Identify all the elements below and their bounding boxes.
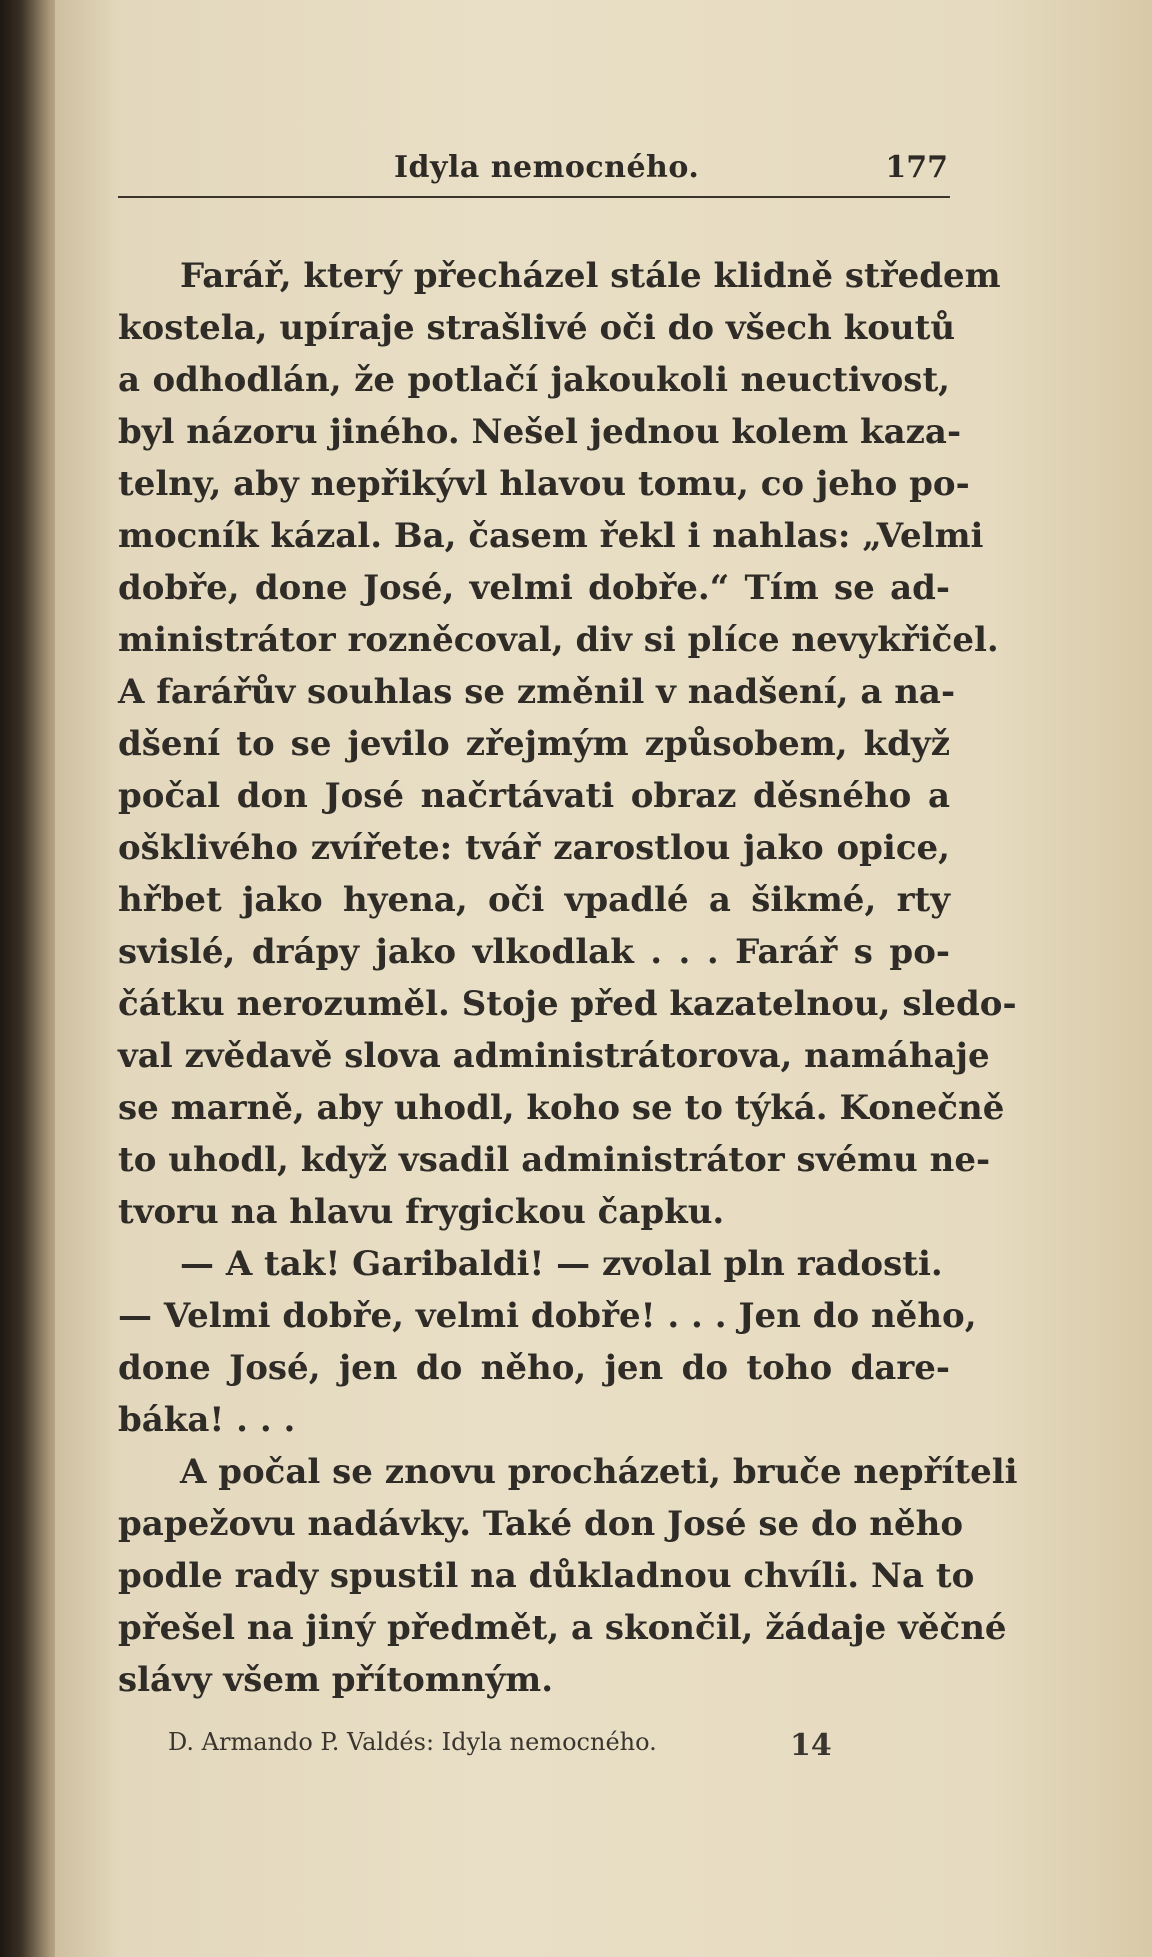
- text-line: val zvědavě slova administrátorova, namáhaje: [118, 1036, 990, 1076]
- text-line: done José, jen do něho, jen do toho dare-: [118, 1348, 950, 1388]
- text-line: svislé, drápy jako vlkodlak . . . Farář s po-: [118, 932, 950, 972]
- text-line: přešel na jiný předmět, a skončil, žádaje věčné: [118, 1608, 1007, 1648]
- text-line: báka! . . .: [118, 1400, 296, 1440]
- text-line: A počal se znovu procházeti, bruče nepříteli: [180, 1452, 1018, 1492]
- printer-signature: D. Armando P. Valdés: Idyla nemocného.: [168, 1728, 657, 1756]
- text-line: telny, aby nepřikývl hlavou tomu, co jeho po-: [118, 464, 970, 504]
- text-line: podle rady spustil na důkladnou chvíli. Na to: [118, 1556, 975, 1596]
- paragraph: [118, 1446, 1018, 1706]
- text-line: ošklivého zvířete: tvář zarostlou jako opice,: [118, 828, 950, 868]
- text-line: hřbet jako hyena, oči vpadlé a šikmé, rty: [118, 880, 950, 920]
- page-header: [118, 150, 950, 198]
- body-text: [118, 250, 1018, 1706]
- text-line: a odhodlán, že potlačí jakoukoli neuctivost,: [118, 360, 950, 400]
- paragraph: [118, 1290, 977, 1446]
- text-line: Farář, který přecházel stále klidně středem: [180, 256, 1001, 296]
- text-line: papežovu nadávky. Také don José se do něho: [118, 1504, 964, 1544]
- text-line: — Velmi dobře, velmi dobře! . . . Jen do něho,: [118, 1296, 977, 1336]
- text-line: mocník kázal. Ba, časem řekl i nahlas: „Velmi: [118, 516, 984, 556]
- text-line: dšení to se jevilo zřejmým způsobem, když: [118, 724, 950, 764]
- paragraph: [118, 1238, 950, 1290]
- text-line: byl názoru jiného. Nešel jednou kolem kaza-: [118, 412, 962, 452]
- text-line: — A tak! Garibaldi! — zvolal pln radosti.: [180, 1244, 943, 1284]
- text-line: kostela, upíraje strašlivé oči do všech koutů: [118, 308, 956, 348]
- text-line: dobře, done José, velmi dobře.“ Tím se ad-: [118, 568, 950, 608]
- text-line: A farářův souhlas se změnil v nadšení, a na-: [118, 672, 956, 712]
- running-title: Idyla nemocného.: [394, 150, 700, 185]
- text-line: tvoru na hlavu frygickou čapku.: [118, 1192, 725, 1232]
- page-number: 177: [885, 150, 948, 185]
- page-footer: [168, 1728, 868, 1768]
- text-line: se marně, aby uhodl, koho se to týká. Konečně: [118, 1088, 1005, 1128]
- text-line: to uhodl, když vsadil administrátor svému ne-: [118, 1140, 991, 1180]
- text-line: slávy všem přítomným.: [118, 1660, 554, 1700]
- text-line: počal don José načrtávati obraz děsného a: [118, 776, 950, 816]
- sheet-mark: 14: [790, 1728, 832, 1763]
- paragraph: [118, 250, 1017, 1238]
- text-line: čátku nerozuměl. Stoje před kazatelnou, sledo-: [118, 984, 1017, 1024]
- text-line: ministrátor rozněcoval, div si plíce nevykřičel.: [118, 620, 999, 660]
